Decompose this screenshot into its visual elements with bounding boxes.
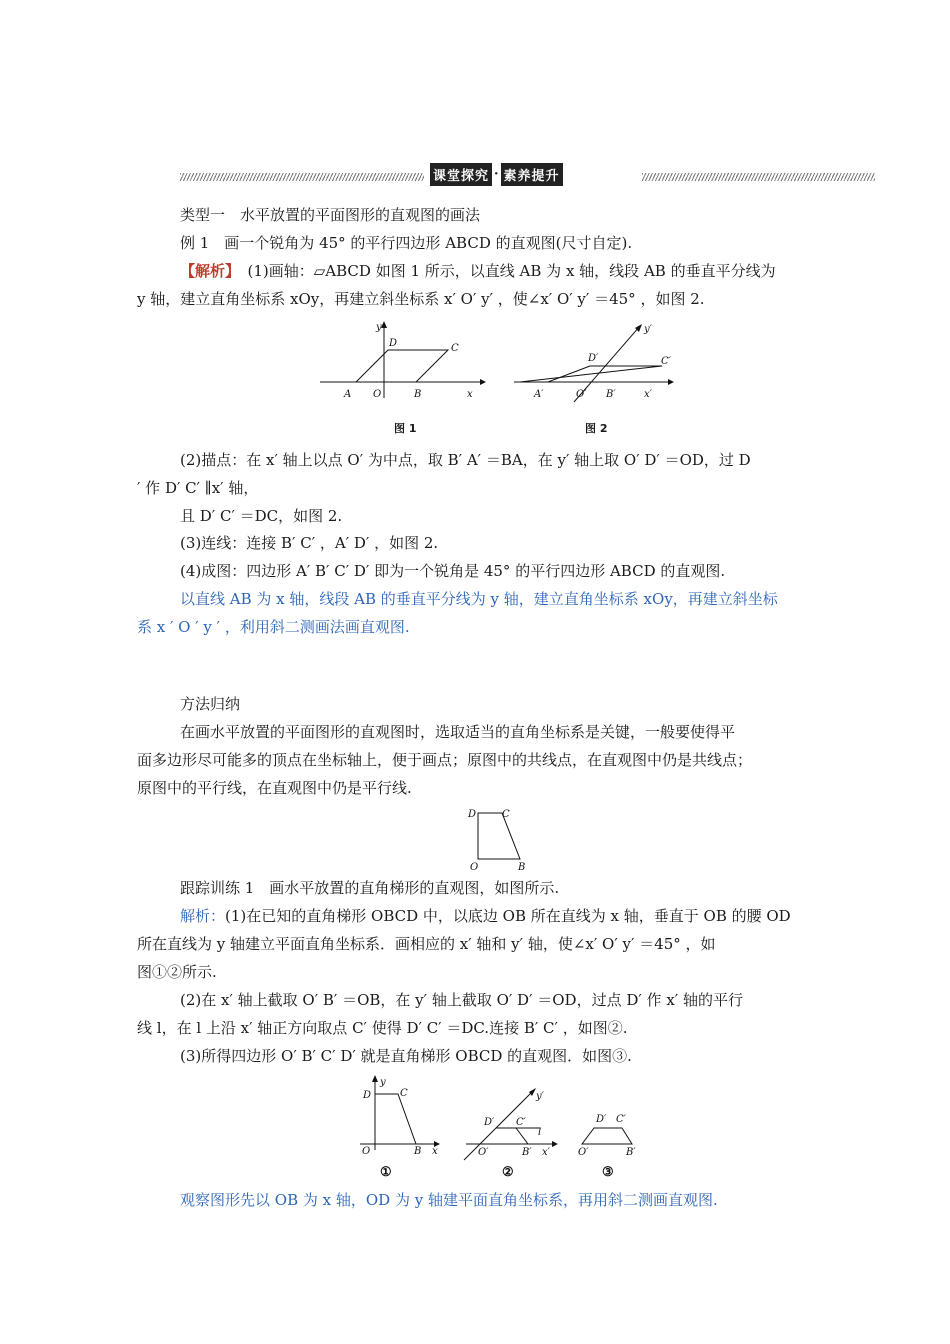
trapezoid-figure	[462, 803, 532, 873]
training-figures	[350, 1072, 650, 1187]
example-1: 例 1 画一个锐角为 45° 的平行四边形 ABCD 的直观图(尺寸自定).	[180, 234, 633, 252]
fig1-label-o: O	[373, 389, 382, 400]
t2-label: ②	[502, 1165, 514, 1180]
banner-right: 素养提升	[501, 163, 563, 186]
t1-label-d: D	[363, 1090, 372, 1101]
analysis-tag: 【解析】	[180, 262, 233, 280]
fig1-y-arrow	[381, 321, 387, 328]
t3-figure	[578, 1114, 636, 1180]
step2-line-a: (2)描点：在 x′ 轴上以点 O′ 为中点，取 B′ A′ ＝BA，在 y′ 轴上取 O′ D′ ＝OD，过 D	[180, 451, 751, 469]
fig2-bc-line	[520, 366, 662, 382]
method-line-3: 原图中的平行线，在直观图中仍是平行线.	[137, 779, 412, 797]
t1-label-c: C	[400, 1088, 408, 1099]
banner-dot: ·	[494, 166, 499, 182]
step1-line-a	[180, 261, 776, 281]
type-heading: 类型一 水平放置的平面图形的直观图的画法	[180, 206, 481, 224]
t2-figure	[464, 1088, 558, 1180]
trap-label-d: D	[468, 809, 477, 820]
t2-label-x: x′	[542, 1147, 550, 1158]
t1-trapezoid	[375, 1094, 416, 1144]
step3-line: (3)连线：连接 B′ C′ ，A′ D′ ，如图 2.	[180, 534, 439, 552]
t3-label-d: D′	[596, 1114, 607, 1125]
trap-label-o: O	[470, 862, 479, 873]
fig2-label-x: x′	[644, 389, 652, 400]
training-analysis-tag: 解析：	[180, 907, 226, 925]
t2-label-o: O′	[478, 1147, 489, 1158]
t2-label-l: l	[538, 1127, 542, 1138]
t3-label: ③	[602, 1165, 614, 1180]
t1-label: ①	[380, 1165, 392, 1180]
step2-line-c: 且 D′ C′ ＝DC，如图 2.	[180, 507, 343, 525]
fig1-label-x: x	[467, 389, 473, 400]
step4-line: (4)成图：四边形 A′ B′ C′ D′ 即为一个锐角是 45° 的平行四边形 ABCD 的直观图.	[180, 562, 726, 580]
section-banner	[430, 163, 563, 185]
t1-label-y: y	[380, 1077, 386, 1088]
training-heading: 跟踪训练 1 画水平放置的直角梯形的直观图，如图所示.	[180, 879, 560, 897]
t3-label-o: O′	[578, 1147, 589, 1158]
figure-1	[318, 318, 488, 408]
fig2-x-arrow	[668, 379, 674, 385]
t2-label-d: D′	[484, 1117, 495, 1128]
method-line-2: 面多边形尽可能多的顶点在坐标轴上，便于画点；原图中的共线点，在直观图中仍是共线点；	[137, 751, 753, 769]
trap-label-b: B	[518, 862, 526, 873]
fig2-label-y: y′	[644, 324, 652, 335]
step1-line-b: y 轴，建立直角坐标系 xOy，再建立斜坐标系 x′ O′ y′ ，使∠x′ O′ y′ ＝45° ，如图 2.	[137, 290, 705, 308]
step2-line-b: ′ 作 D′ C′ ∥x′ 轴，	[137, 479, 259, 497]
t2-bc-line	[516, 1128, 528, 1144]
fig2-label-b: B′	[606, 389, 616, 400]
banner-left: 课堂探究	[430, 163, 492, 186]
t1-label-x: x	[432, 1146, 438, 1157]
t2-label-c: C′	[516, 1117, 526, 1128]
training-line-1c: 图①②所示.	[137, 963, 217, 981]
training-line-1a	[180, 906, 791, 926]
fig1-label-d: D	[389, 338, 398, 349]
fig2-label-d: D′	[588, 353, 599, 364]
method-heading: 方法归纳	[180, 695, 241, 713]
t2-label-b: B′	[522, 1147, 532, 1158]
t1-figure	[360, 1075, 440, 1180]
t3-trapezoid	[582, 1128, 632, 1144]
fig1-caption: 图 1	[394, 422, 417, 435]
fig1-x-arrow	[480, 379, 486, 385]
t3-label-b: B′	[626, 1147, 636, 1158]
fig1-label-a: A	[344, 389, 352, 400]
training-note: 观察图形先以 OB 为 x 轴，OD 为 y 轴建平面直角坐标系，再用斜二测画直观图.	[180, 1191, 718, 1209]
fig1-label-y: y	[376, 322, 382, 333]
note-line-b: 系 x ′ O ′ y ′ ，利用斜二测画法画直观图.	[137, 618, 410, 636]
fig2-label-o: O′	[576, 389, 587, 400]
training-line-1b: 所在直线为 y 轴建立平面直角坐标系．画相应的 x′ 轴和 y′ 轴，使∠x′ O′ y′ ＝45° ，如	[137, 935, 716, 953]
t2-label-y: y′	[536, 1091, 544, 1102]
note-line-a: 以直线 AB 为 x 轴，线段 AB 的垂直平分线为 y 轴，建立直角坐标系 xOy，再建立斜坐标	[180, 590, 778, 608]
t1-label-b: B	[414, 1146, 422, 1157]
fig1-label-b: B	[414, 389, 422, 400]
fig1-label-c: C	[451, 343, 459, 354]
trap-label-c: C	[502, 809, 510, 820]
fig2-label-c: C′	[661, 356, 671, 367]
step1-text: (1)画轴：▱ABCD 如图 1 所示，以直线 AB 为 x 轴，线段 AB 的垂直平分线为	[232, 262, 776, 280]
training-line-2a: (2)在 x′ 轴上截取 O′ B′ ＝OB，在 y′ 轴上截取 O′ D′ ＝OD，过点 D′ 作 x′ 轴的平行	[180, 991, 743, 1009]
trapezoid-shape	[478, 813, 520, 859]
method-line-1: 在画水平放置的平面图形的直观图时，选取适当的直角坐标系是关键，一般要使得平	[180, 723, 736, 741]
banner-rule-right	[642, 173, 875, 181]
t3-label-c: C′	[616, 1114, 626, 1125]
training-line-2b: 线 l，在 l 上沿 x′ 轴正方向取点 C′ 使得 D′ C′ ＝DC.连接 B′ C′ ，如图②.	[137, 1019, 628, 1037]
banner-rule-left	[180, 173, 424, 181]
fig2-caption: 图 2	[585, 422, 608, 435]
figure-2	[512, 320, 677, 408]
fig2-label-a: A′	[534, 389, 544, 400]
fig1-parallelogram	[356, 350, 448, 382]
training-line-3: (3)所得四边形 O′ B′ C′ D′ 就是直角梯形 OBCD 的直观图．如图③.	[180, 1047, 632, 1065]
training-text-1a: (1)在已知的直角梯形 OBCD 中，以底边 OB 所在直线为 x 轴，垂直于 OB 的腰 OD	[225, 907, 791, 925]
fig2-ad-line	[548, 366, 590, 382]
t1-label-o: O	[362, 1146, 371, 1157]
